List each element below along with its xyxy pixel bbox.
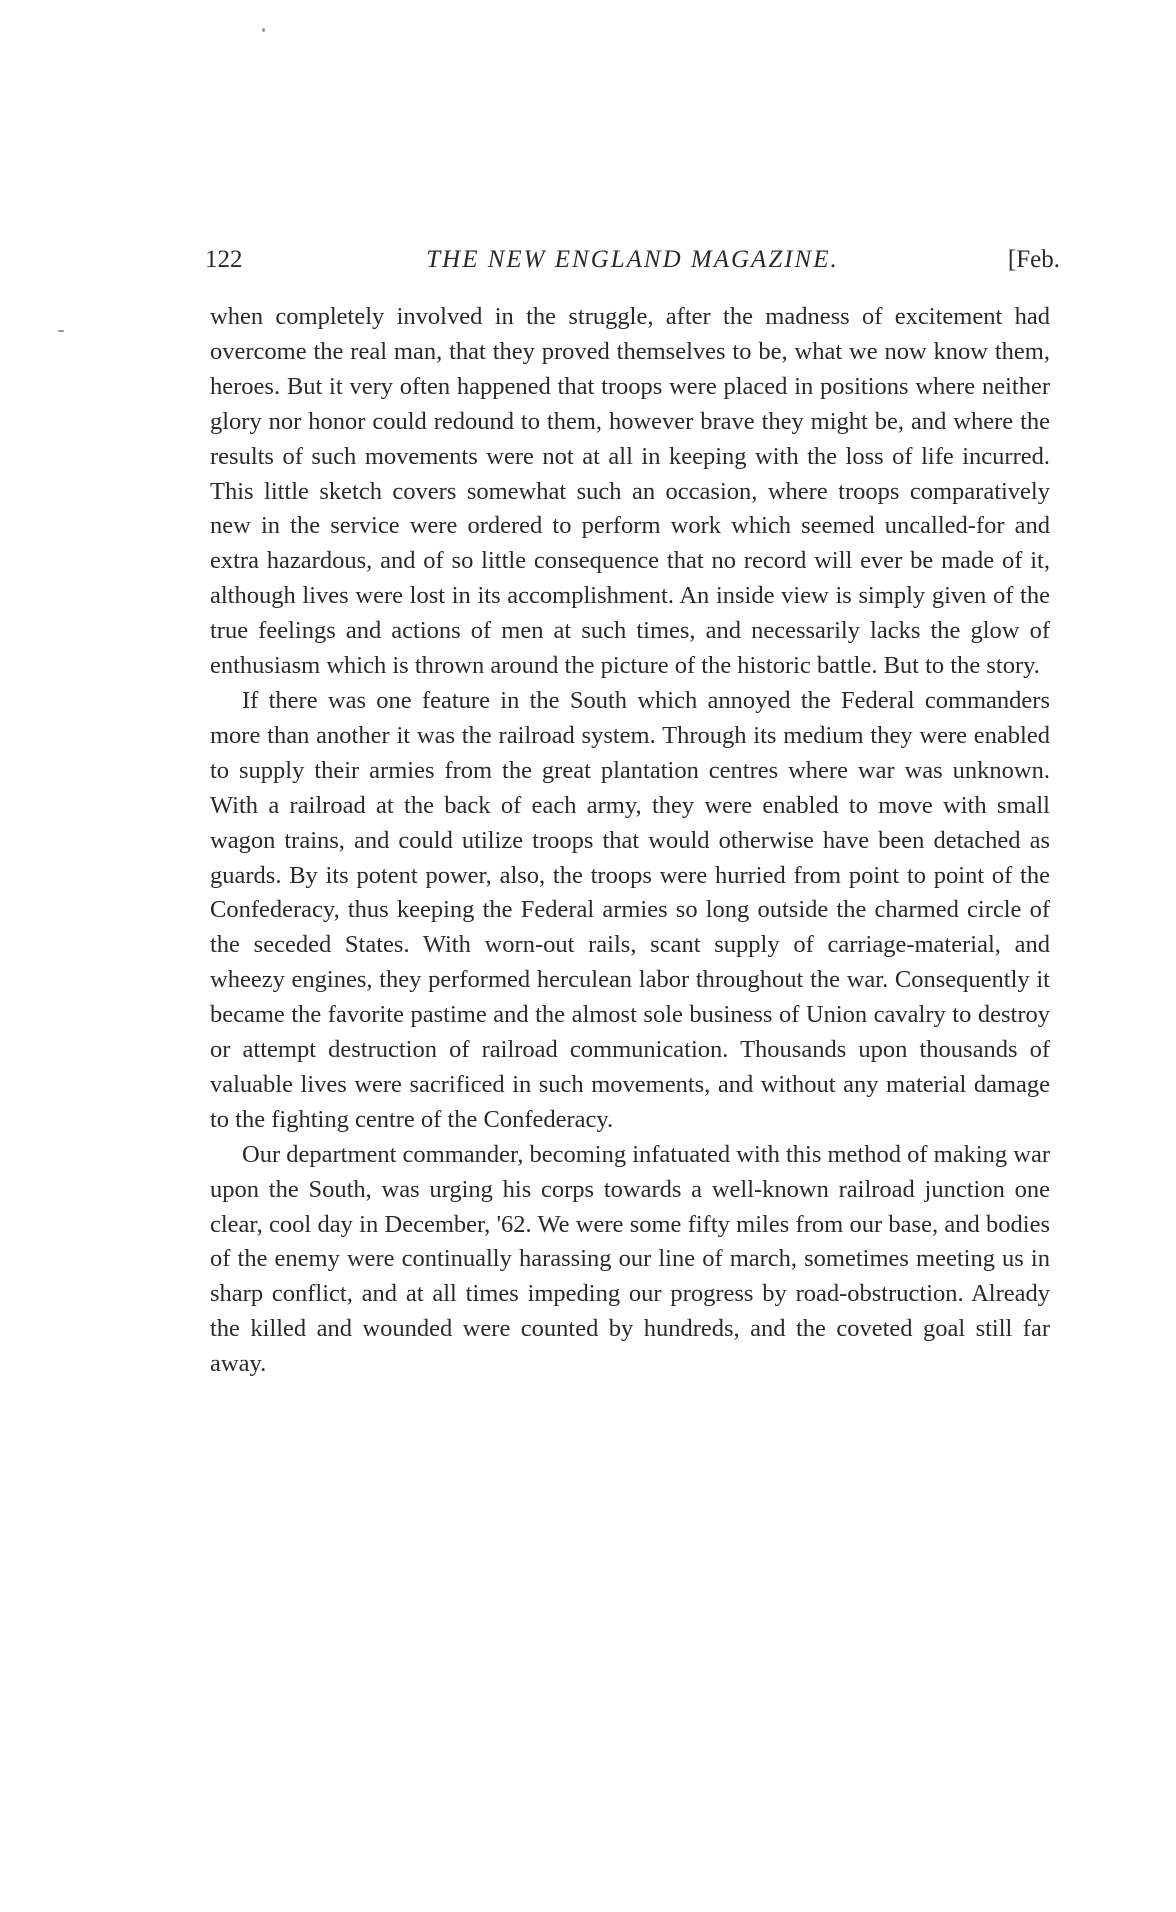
paragraph: when completely involved in the struggle, after the madness of excitement had overcome the real man, that they proved themselves to be, what we now know them, heroes. But it very often happened that troops were placed in positions where neither glory nor honor could redound to them, however brave they might be, and where the results of such movements were not at all in keeping with the loss of life incurred. This little sketch covers somewhat such an occasion, where troops comparatively new in the service were ordered to perform work which seemed uncalled-for and extra hazardous, and of so little consequence that no record will ever be made of it, although lives were lost in its accomplishment. An inside view is simply given of the true feelings and actions of men at such times, and necessarily lacks the glow of enthusiasm which is thrown around the picture of the historic battle. But to the story.: [210, 303, 1050, 680]
paragraph: Our department commander, becoming infatuated with this method of making war upon the South, was urging his corps towards a well-known railroad junction one clear, cool day in December, '62. We were some fifty miles from our base, and bodies of the enemy were continually harassing our line of march, sometimes meeting us in sharp conflict, and at all times impeding our progress by road-obstruction. Already the killed and wounded were counted by hundreds, and the coveted goal still far away.: [210, 1140, 1050, 1378]
journal-title: THE NEW ENGLAND MAGAZINE.: [426, 246, 839, 273]
paragraph: If there was one feature in the South which annoyed the Federal commanders more than another it was the railroad system. Through its medium they were enabled to supply their armies from the great plantation centres where war was unknown. With a railroad at the back of each army, they were enabled to move with small wagon trains, and could utilize troops that would otherwise have been detached as guards. By its potent power, also, the troops were hurried from point to point of the Confederacy, thus keeping the Federal armies so long outside the charmed circle of the seceded States. With worn-out rails, scant supply of carriage-material, and wheezy engines, they performed herculean labor throughout the war. Consequently it became the favorite pastime and the almost sole business of Union cavalry to destroy or attempt destruction of railroad communication. Thousands upon thousands of valuable lives were sacrificed in such movements, and without any material damage to the fighting centre of the Confederacy.: [210, 686, 1050, 1133]
article-text: [210, 300, 1050, 1382]
running-head: [205, 240, 1060, 280]
issue-month: [Feb.: [1007, 246, 1060, 273]
ink-speck: [262, 28, 265, 32]
margin-mark: [58, 330, 64, 332]
page-number: 122: [205, 246, 243, 273]
